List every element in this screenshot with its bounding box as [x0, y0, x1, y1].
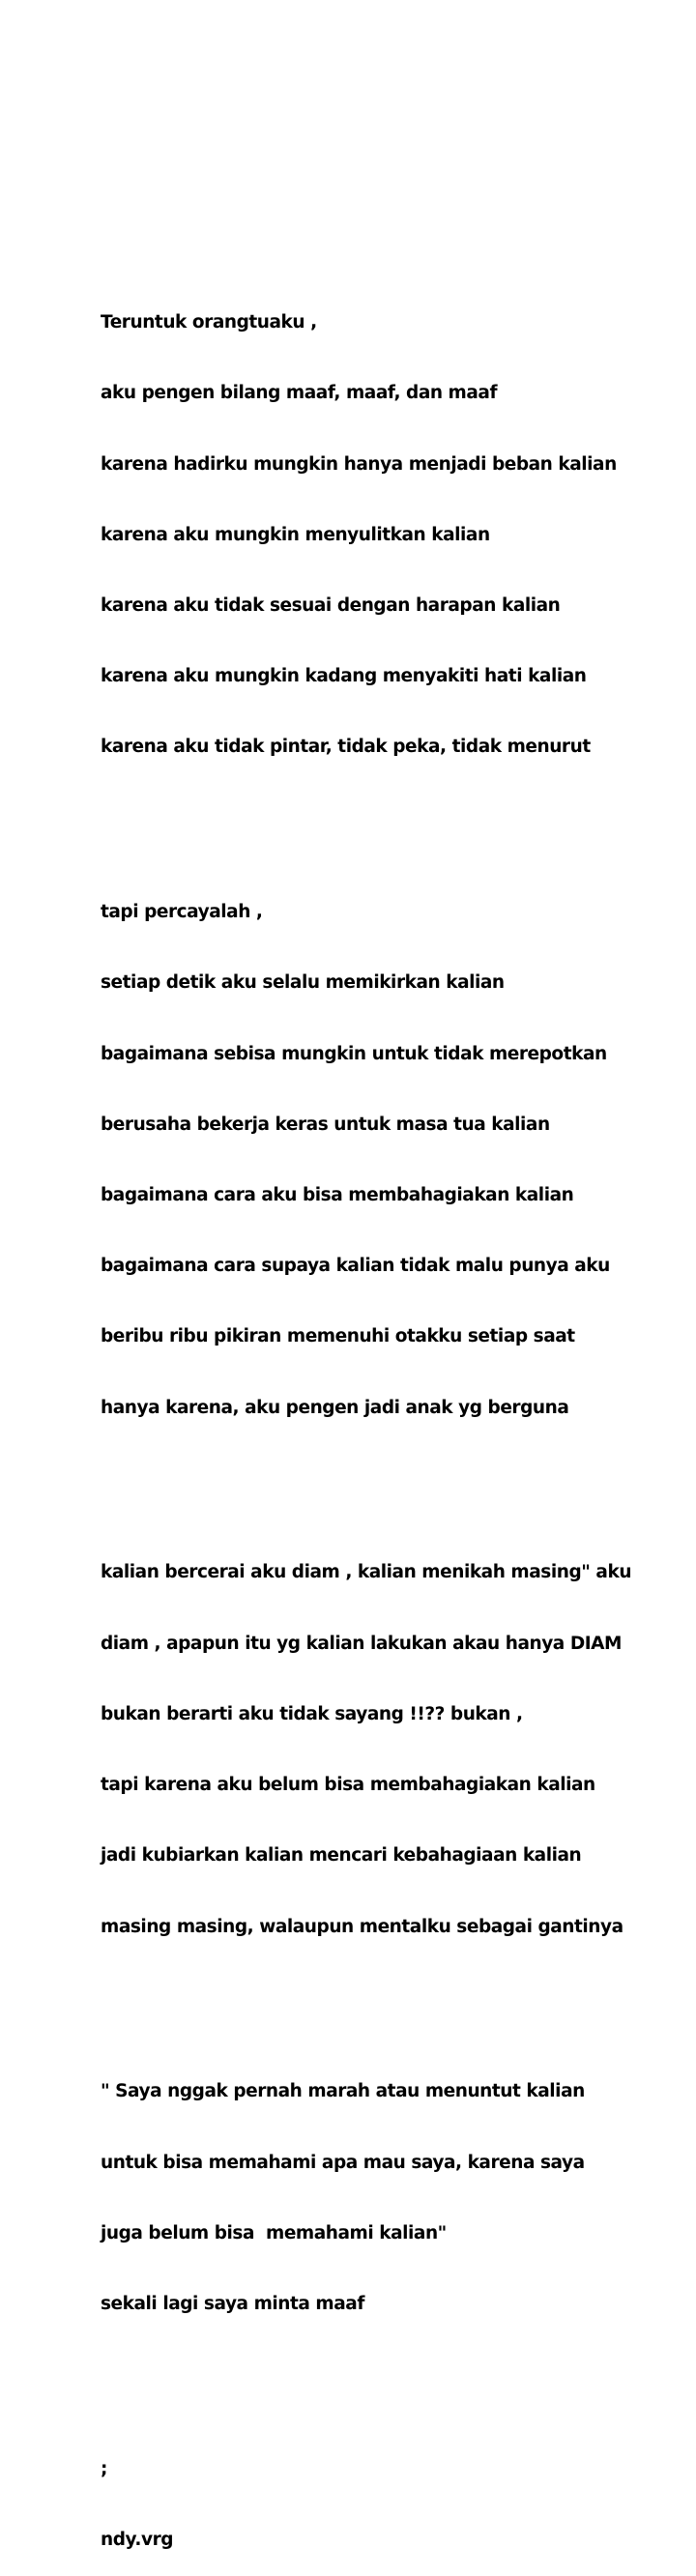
- letter-line: tapi percayalah ,: [101, 902, 263, 923]
- letter-line: beribu ribu pikiran memenuhi otakku setiap saat: [101, 1326, 575, 1347]
- letter-line: masing masing, walaupun mentalku sebagai gantinya: [101, 1916, 624, 1937]
- letter-line: bagaimana cara supaya kalian tidak malu punya aku: [101, 1256, 610, 1277]
- letter-line: diam , apapun itu yg kalian lakukan akau hanya DIAM: [101, 1633, 622, 1654]
- letter-line: bukan berarti aku tidak sayang !!?? bukan ,: [101, 1703, 523, 1724]
- letter-line: sekali lagi saya minta maaf: [101, 2293, 364, 2314]
- letter-line: aku pengen bilang maaf, maaf, dan maaf: [101, 383, 498, 404]
- letter-line: jadi kubiarkan kalian mencari kebahagiaan kalian: [101, 1845, 582, 1867]
- letter-line: setiap detik aku selalu memikirkan kalian: [101, 972, 505, 994]
- letter-line: berusaha bekerja keras untuk masa tua kalian: [101, 1114, 550, 1135]
- letter-text: [101, 241, 681, 2576]
- letter-line: bagaimana sebisa mungkin untuk tidak merepotkan: [101, 1043, 607, 1064]
- letter-line: hanya karena, aku pengen jadi anak yg berguna: [101, 1397, 569, 1418]
- letter-line: karena aku mungkin kadang menyakiti hati kalian: [101, 666, 587, 687]
- paragraph-break: [101, 807, 681, 830]
- letter-line: karena aku tidak pintar, tidak peka, tidak menurut: [101, 737, 591, 758]
- paragraph-break: [101, 1986, 681, 2010]
- letter-line: bagaimana cara aku bisa membahagiakan kalian: [101, 1185, 574, 1206]
- letter-line: juga belum bisa memahami kalian": [101, 2222, 447, 2243]
- letter-line: karena aku tidak sesuai dengan harapan kalian: [101, 595, 561, 617]
- paragraph-break: [101, 1467, 681, 1491]
- letter-line: karena hadirku mungkin hanya menjadi beban kalian: [101, 453, 617, 475]
- signature: ndy.vrg: [101, 2529, 174, 2550]
- letter-line: Teruntuk orangtuaku ,: [101, 312, 317, 333]
- letter-line: " Saya nggak pernah marah atau menuntut kalian: [101, 2081, 585, 2102]
- letter-line: tapi karena aku belum bisa membahagiakan kalian: [101, 1775, 595, 1796]
- paragraph-break: [101, 2363, 681, 2387]
- letter-line: untuk bisa memahami apa mau saya, karena saya: [101, 2152, 585, 2173]
- signature-separator: ;: [101, 2458, 107, 2479]
- letter-line: kalian bercerai aku diam , kalian menikah masing" aku: [101, 1562, 632, 1583]
- letter-line: karena aku mungkin menyulitkan kalian: [101, 524, 490, 545]
